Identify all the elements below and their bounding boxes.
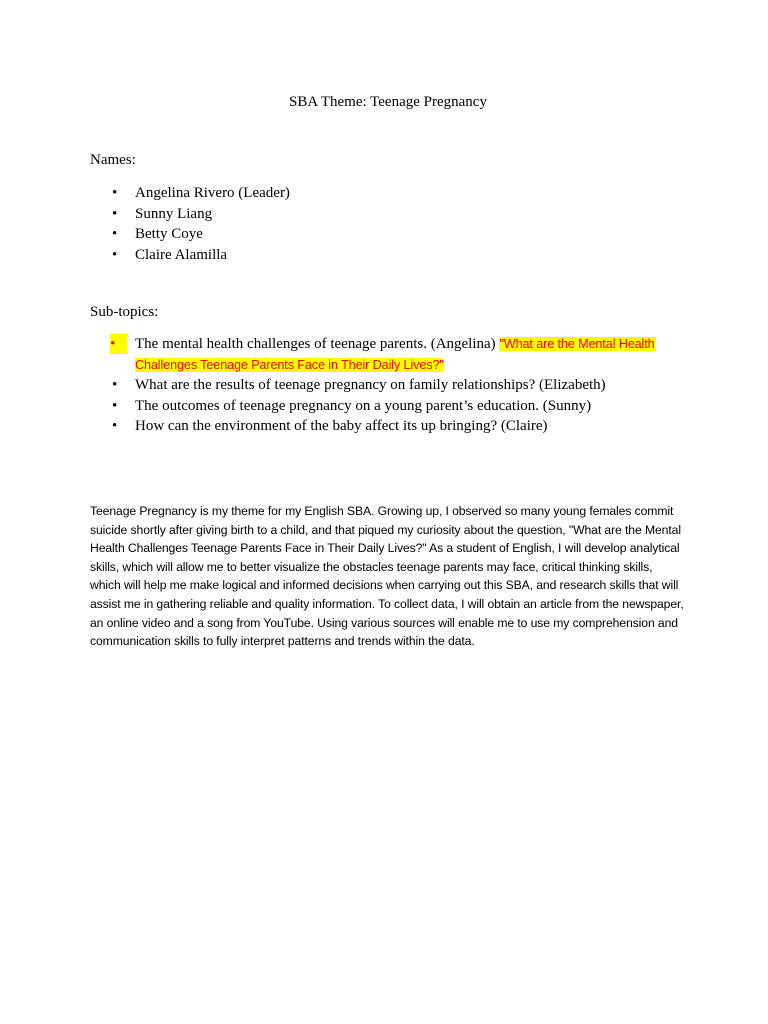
- list-item: [90, 396, 680, 417]
- name-text: Angelina Rivero (Leader): [135, 185, 290, 201]
- document-title: SBA Theme: Teenage Pregnancy: [289, 94, 487, 110]
- subtopic-text: The mental health challenges of teenage parents. (Angelina): [135, 336, 496, 352]
- bullet-icon: •: [112, 226, 118, 242]
- bullet-icon: •: [112, 246, 118, 263]
- list-item: [90, 416, 680, 437]
- name-text: Sunny Liang: [135, 205, 213, 222]
- highlighted-question: "What are the Mental Health Challenges Teenage Parents Face in Their Daily Lives?": [135, 337, 655, 372]
- subtopic-text: How can the environment of the baby affect its up bringing? (Claire): [135, 418, 548, 434]
- bullet-icon: •: [112, 418, 118, 434]
- bullet-icon: •: [112, 377, 118, 393]
- list-item: [90, 375, 680, 396]
- subtopics-heading: Sub-topics:: [90, 304, 159, 320]
- name-text: Betty Coye: [135, 226, 203, 242]
- subtopics-list: [90, 334, 680, 437]
- names-list: [90, 183, 290, 265]
- list-item: [90, 204, 290, 225]
- bullet-icon: •: [112, 205, 118, 222]
- highlighted-bullet-icon: •: [110, 334, 127, 354]
- list-item: [90, 334, 680, 375]
- list-item: [90, 224, 290, 245]
- name-text: Claire Alamilla: [135, 246, 228, 263]
- subtopic-text: The outcomes of teenage pregnancy on a young parent’s education. (Sunny): [135, 397, 592, 414]
- bullet-icon: •: [112, 397, 118, 414]
- subtopic-text: What are the results of teenage pregnancy on family relationships? (Elizabeth): [135, 377, 606, 393]
- names-heading: Names:: [90, 152, 136, 168]
- bullet-icon: •: [112, 185, 118, 201]
- list-item: [90, 245, 290, 266]
- list-item: [90, 183, 290, 204]
- body-paragraph: Teenage Pregnancy is my theme for my English SBA. Growing up, I observed so many young females commit suicide shortly after giving birth to a child, and that piqued my curiosity about the question, "What are the Mental Health Challenges Teenage Parents Face in Their Daily Lives?" As a student of English, I will develop analytical skills, which will allow me to better visualize the obstacles teenage parents may face, critical thinking skills, which will help me make logical and informed decisions when carrying out this SBA, and research skills that will assist me in gathering reliable and quality information. To collect data, I will obtain an article from the newspaper, an online video and a song from YouTube. Using various sources will enable me to use my comprehension and communication skills to fully interpret patterns and trends within the data.: [90, 504, 684, 649]
